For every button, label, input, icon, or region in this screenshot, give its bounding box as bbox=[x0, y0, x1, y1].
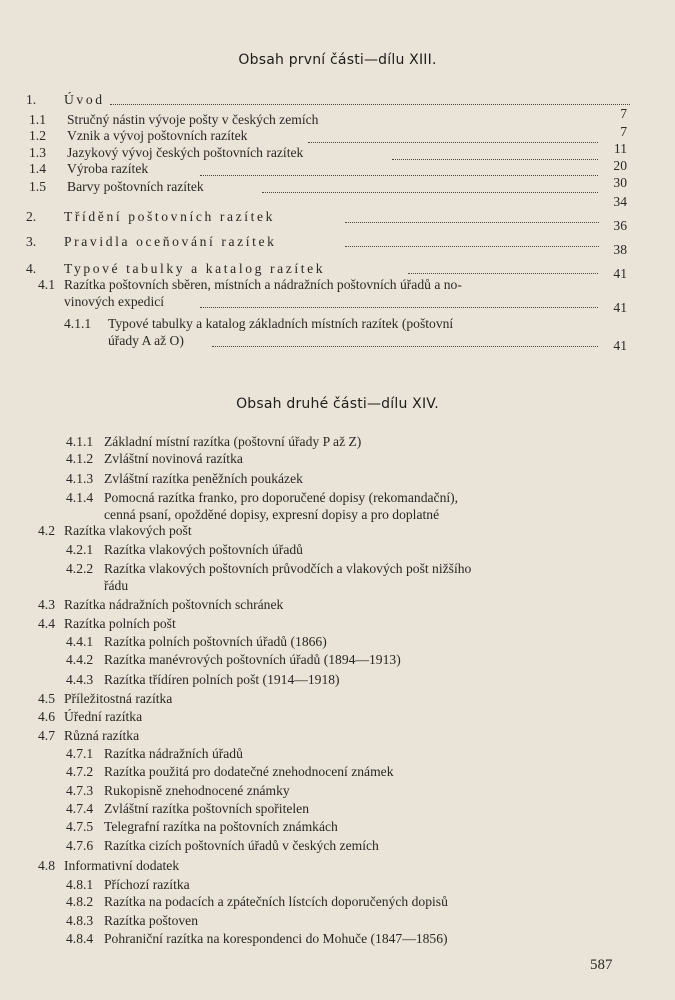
toc-title: Telegrafní razítka na poštovních známkách bbox=[104, 819, 338, 834]
toc-number: 4.4 bbox=[38, 616, 55, 631]
toc-entry bbox=[66, 542, 303, 558]
toc-title: Zvláštní razítka peněžních poukázek bbox=[104, 471, 303, 486]
toc-entry bbox=[66, 634, 327, 650]
toc-number: 4.7 bbox=[38, 728, 55, 743]
toc-number: 4.2.1 bbox=[66, 542, 94, 557]
toc-entry bbox=[66, 434, 361, 450]
toc-number: 4.6 bbox=[38, 709, 55, 724]
toc-number: 4.1.1 bbox=[64, 316, 92, 331]
toc-number: 4.1.4 bbox=[66, 490, 94, 505]
toc-entry bbox=[66, 801, 309, 817]
toc-page: 7 bbox=[620, 106, 627, 121]
toc-entry bbox=[66, 894, 448, 910]
toc-number: 1.3 bbox=[29, 145, 46, 160]
part2-heading: Obsah druhé části—dílu XIV. bbox=[236, 396, 439, 412]
toc-title: Typové tabulky a katalog razítek bbox=[64, 261, 326, 276]
toc-number: 4.3 bbox=[38, 597, 55, 612]
toc-title: Příležitostná razítka bbox=[64, 691, 173, 706]
toc-number: 4.8.4 bbox=[66, 931, 94, 946]
toc-entry bbox=[26, 128, 247, 144]
toc-title: Razítka vlakových pošt bbox=[64, 523, 192, 538]
leader-dots bbox=[200, 175, 598, 176]
toc-number: 4.4.3 bbox=[66, 672, 94, 687]
toc-number: 2. bbox=[26, 209, 37, 224]
toc-entry bbox=[26, 234, 277, 250]
toc-entry bbox=[64, 316, 453, 332]
toc-number: 1.5 bbox=[29, 179, 46, 194]
toc-title: Informativní dodatek bbox=[64, 858, 180, 873]
leader-dots bbox=[345, 222, 599, 223]
toc-entry bbox=[66, 471, 303, 487]
leader-dots bbox=[212, 346, 598, 347]
toc-entry bbox=[38, 523, 192, 539]
toc-title: Základní místní razítka (poštovní úřady P až Z) bbox=[104, 434, 362, 449]
leader-dots bbox=[110, 104, 630, 105]
leader-dots bbox=[392, 159, 598, 160]
toc-number: 4.8 bbox=[38, 858, 55, 873]
toc-number: 4.4.1 bbox=[66, 634, 94, 649]
toc-entry bbox=[66, 764, 394, 780]
toc-page: 36 bbox=[613, 218, 627, 233]
toc-title: Třídění poštovních razítek bbox=[64, 209, 276, 224]
toc-number: 3. bbox=[26, 234, 37, 249]
toc-title: Jazykový vývoj českých poštovních razítek bbox=[67, 145, 304, 160]
toc-entry bbox=[26, 261, 325, 277]
toc-title: Zvláštní razítka poštovních spořitelen bbox=[104, 801, 309, 816]
toc-number: 4.7.5 bbox=[66, 819, 94, 834]
toc-entry bbox=[26, 92, 105, 108]
toc-entry bbox=[66, 672, 340, 688]
toc-entry bbox=[66, 783, 290, 799]
toc-entry bbox=[66, 877, 190, 893]
toc-number: 1.1 bbox=[29, 112, 46, 127]
toc-number: 4.1 bbox=[38, 277, 55, 292]
toc-entry bbox=[66, 652, 401, 668]
toc-number: 4.7.6 bbox=[66, 838, 94, 853]
toc-page: 41 bbox=[613, 266, 627, 281]
toc-title: Zvláštní novinová razítka bbox=[104, 451, 243, 466]
toc-title: Razítka nádražních poštovních schránek bbox=[64, 597, 284, 612]
toc-title: Razítka manévrových poštovních úřadů (1894—1913) bbox=[104, 652, 401, 667]
toc-title-continuation: vinových expedicí bbox=[64, 294, 165, 309]
toc-title: Razítka nádražních úřadů bbox=[104, 746, 243, 761]
leader-dots bbox=[345, 246, 599, 247]
part1-heading: Obsah první části—dílu XIII. bbox=[238, 52, 437, 68]
toc-title: Úřední razítka bbox=[64, 709, 143, 724]
toc-entry bbox=[66, 838, 379, 854]
toc-number: 4.7.3 bbox=[66, 783, 94, 798]
toc-page: 30 bbox=[613, 175, 627, 190]
toc-title: Razítka třídíren polních pošt (1914—1918) bbox=[104, 672, 340, 687]
toc-title: Razítka polních poštovních úřadů (1866) bbox=[104, 634, 327, 649]
toc-title: Výroba razítek bbox=[67, 161, 149, 176]
toc-title: Razítka polních pošt bbox=[64, 616, 176, 631]
toc-title: Pravidla oceňování razítek bbox=[64, 234, 277, 249]
toc-title: Vznik a vývoj poštovních razítek bbox=[67, 128, 248, 143]
toc-entry bbox=[38, 597, 283, 613]
toc-entry bbox=[38, 709, 142, 725]
toc-entry bbox=[66, 913, 198, 929]
toc-number: 1. bbox=[26, 92, 37, 107]
toc-page: 41 bbox=[613, 338, 627, 353]
toc-title: Rukopisně znehodnocené známky bbox=[104, 783, 290, 798]
toc-number: 4.8.3 bbox=[66, 913, 94, 928]
toc-number: 4.7.4 bbox=[66, 801, 94, 816]
toc-number: 1.2 bbox=[29, 128, 46, 143]
toc-number: 4.2.2 bbox=[66, 561, 94, 576]
toc-entry bbox=[66, 451, 243, 467]
toc-page: 7 bbox=[620, 124, 627, 139]
toc-entry bbox=[66, 561, 471, 577]
toc-title: Různá razítka bbox=[64, 728, 140, 743]
toc-title: Barvy poštovních razítek bbox=[67, 179, 204, 194]
toc-number: 4.2 bbox=[38, 523, 55, 538]
toc-title: Stručný nástin vývoje pošty v českých zemích bbox=[67, 112, 319, 127]
toc-entry bbox=[38, 858, 179, 874]
toc-page: 41 bbox=[613, 300, 627, 315]
toc-number: 1.4 bbox=[29, 161, 46, 176]
toc-entry bbox=[66, 746, 243, 762]
toc-title: Razítka poštoven bbox=[104, 913, 199, 928]
toc-entry bbox=[66, 931, 448, 947]
toc-title-continuation: úřady A až O) bbox=[108, 333, 184, 348]
toc-number: 4.7.2 bbox=[66, 764, 94, 779]
toc-entry bbox=[66, 490, 458, 506]
toc-entry bbox=[38, 728, 139, 744]
toc-page: 11 bbox=[613, 141, 627, 156]
leader-dots bbox=[200, 307, 598, 308]
toc-page: 38 bbox=[613, 242, 627, 257]
toc-title: Razítka cizích poštovních úřadů v českých zemích bbox=[104, 838, 379, 853]
toc-entry bbox=[26, 209, 275, 225]
toc-number: 4.1.2 bbox=[66, 451, 94, 466]
leader-dots bbox=[262, 192, 598, 193]
toc-number: 4.8.1 bbox=[66, 877, 94, 892]
toc-entry bbox=[38, 277, 462, 293]
toc-entry bbox=[38, 616, 176, 632]
toc-number: 4.8.2 bbox=[66, 894, 94, 909]
toc-title: Příchozí razítka bbox=[104, 877, 190, 892]
toc-entry bbox=[26, 161, 148, 177]
toc-page: 20 bbox=[613, 158, 627, 173]
toc-number: 4.7.1 bbox=[66, 746, 94, 761]
toc-title: Pomocná razítka franko, pro doporučené dopisy (rekomandační), bbox=[104, 490, 459, 505]
toc-number: 4. bbox=[26, 261, 37, 276]
toc-title: Razítka na podacích a zpátečních lístcích doporučených dopisů bbox=[104, 894, 448, 909]
leader-dots bbox=[408, 273, 598, 274]
toc-page: 34 bbox=[613, 194, 627, 209]
toc-number: 4.5 bbox=[38, 691, 55, 706]
toc-number: 4.1.3 bbox=[66, 471, 94, 486]
leader-dots bbox=[308, 142, 598, 143]
page-number: 587 bbox=[590, 957, 613, 973]
toc-title: Úvod bbox=[64, 92, 105, 107]
toc-title: Pohraniční razítka na korespondenci do Mohuče (1847—1856) bbox=[104, 931, 448, 946]
toc-title: Typové tabulky a katalog základních místních razítek (poštovní bbox=[108, 316, 454, 331]
toc-number: 4.1.1 bbox=[66, 434, 94, 449]
toc-title: Razítka vlakových poštovních úřadů bbox=[104, 542, 303, 557]
toc-entry bbox=[26, 112, 318, 128]
toc-title-continuation: cenná psaní, opožděné dopisy, expresní dopisy a pro doplatné bbox=[104, 507, 440, 522]
toc-entry bbox=[66, 819, 338, 835]
toc-title-continuation: řádu bbox=[104, 578, 129, 593]
toc-entry bbox=[26, 145, 303, 161]
toc-entry bbox=[38, 691, 172, 707]
toc-title: Razítka použitá pro dodatečné znehodnocení známek bbox=[104, 764, 394, 779]
toc-number: 4.4.2 bbox=[66, 652, 94, 667]
toc-entry bbox=[26, 179, 204, 195]
toc-title: Razítka poštovních sběren, místních a nádražních poštovních úřadů a no- bbox=[64, 277, 462, 292]
toc-title: Razítka vlakových poštovních průvodčích a vlakových pošt nižšího bbox=[104, 561, 472, 576]
